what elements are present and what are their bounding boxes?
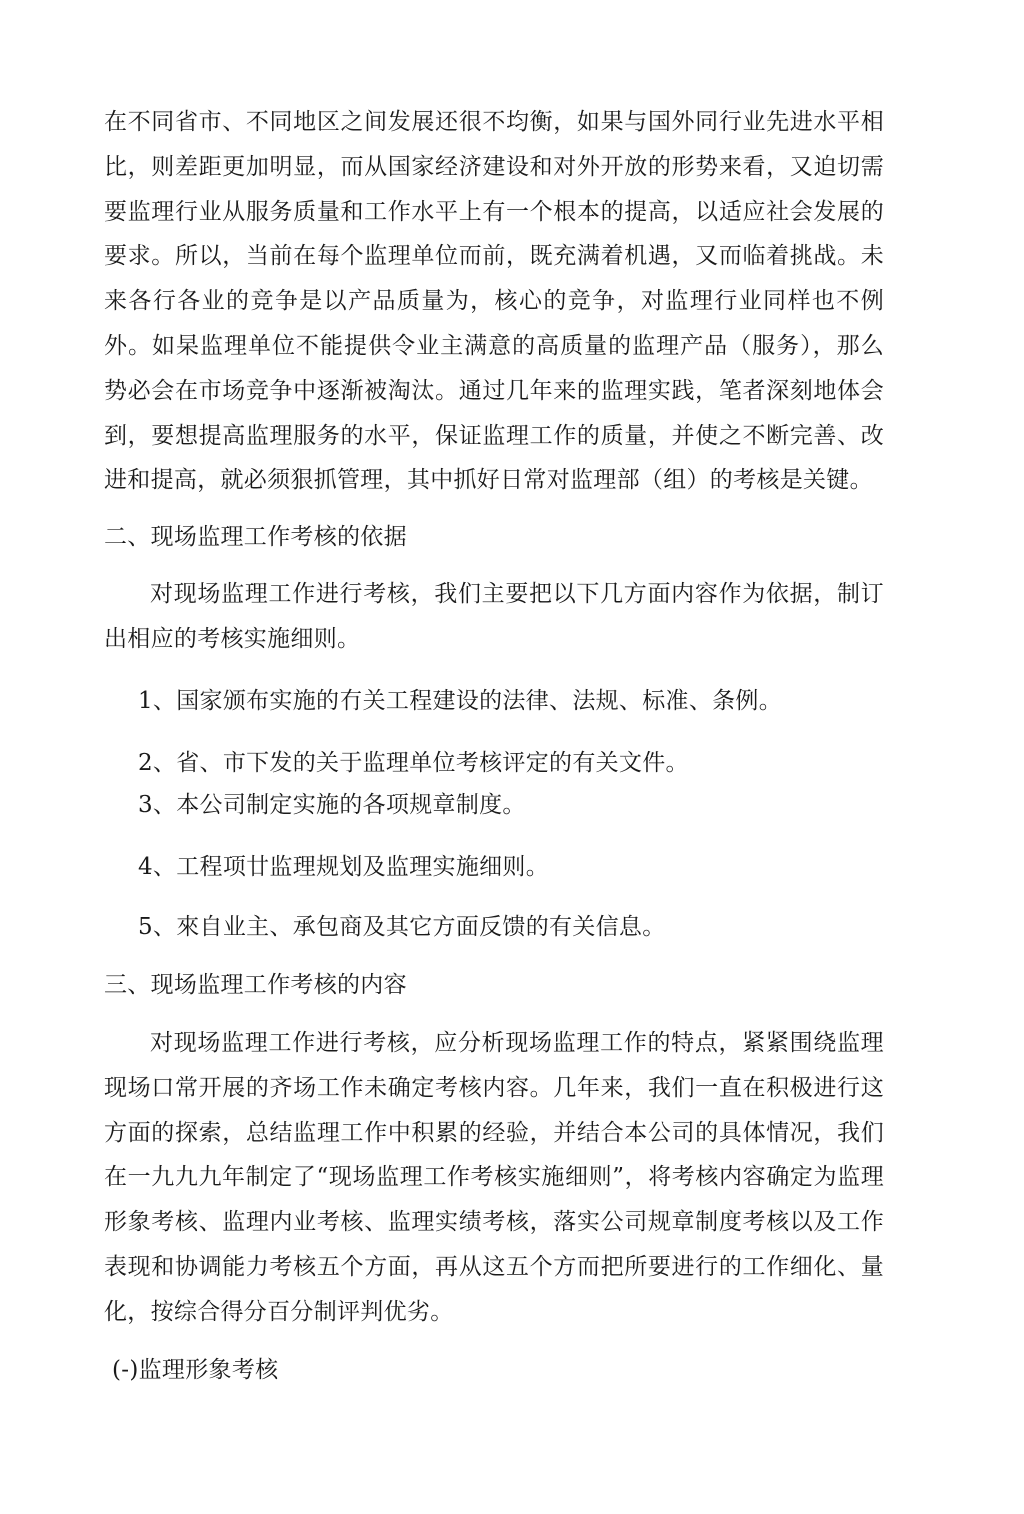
basis-list-item: 3、本公司制定实施的各项规章制度。 xyxy=(138,792,526,818)
basis-list-item: 1、国家颁布实施的冇关工程建设的法律、法规、标准、条例。 xyxy=(138,688,783,714)
content-paragraph: 对现场监理工作进行考核，应分析现场监理工作的特点，紧紧围绕监理现场口常开展的齐场工作未确定考核内容。几年来，我们一直在积极进行这方面的探索，总结监理工作中积累的经验，并结合本公司的具体情况，我们在一九九九年制定了“现场监理工作考核实施细则”，将考核内容确定为监理形象考核、监理内业考核、监理实绩考核，落实公司规章制度考核以及工作表现和协调能力考核五个方面，再从这五个方而把所要进行的工作细化、量化，按综合得分百分制评判优劣。 xyxy=(104,1030,884,1325)
section-heading-content: 三、现场监理工作考核的内容 xyxy=(104,972,407,998)
sub-heading-image-assessment: (-)监理形象考核 xyxy=(112,1357,279,1383)
basis-paragraph: 对现场监理工作进行考核，我们主要把以下几方面内容作为依据，制订出相应的考核实施细则。 xyxy=(104,581,884,652)
intro-paragraph: 在不同省市、不同地区之间发展还很不均衡，如果与国外同行业先进水平相比，则差距更加明显，而从国家经济建设和对外开放的形势来看，又迫切需要监理行业从服务质量和工作水平上有一个根本的提高，以适应社会发展的要求。所以，当前在每个监理单位而前，既充满着机遇，又而临着挑战。未来各行各业的竞争是以产品质量为，核心的竞争，对监理行业同样也不例外。如杲监理单位不能提供令业主满意的高质量的监理产品（服务），那么势必会在市场竞争中逐渐被淘汰。通过几年来的监理实践，笔者深刻地体会到，要想提高监理服务的水平，保证监理工作的质量，并使之不断完善、改进和提高，就必须狠抓管理，其中抓好日常对监理部（组）的考核是关键。 xyxy=(104,109,884,494)
basis-list-item: 2、省、市下发的关于监理单位考核评定的有关文件。 xyxy=(138,750,689,776)
basis-list-item: 5、來自业主、承包商及其它方面反馈的有关信息。 xyxy=(138,914,666,940)
basis-list-item: 4、工程项廿监理规划及监理实施细则。 xyxy=(138,854,550,880)
section-heading-basis: 二、现场监理工作考核的依据 xyxy=(104,524,407,550)
